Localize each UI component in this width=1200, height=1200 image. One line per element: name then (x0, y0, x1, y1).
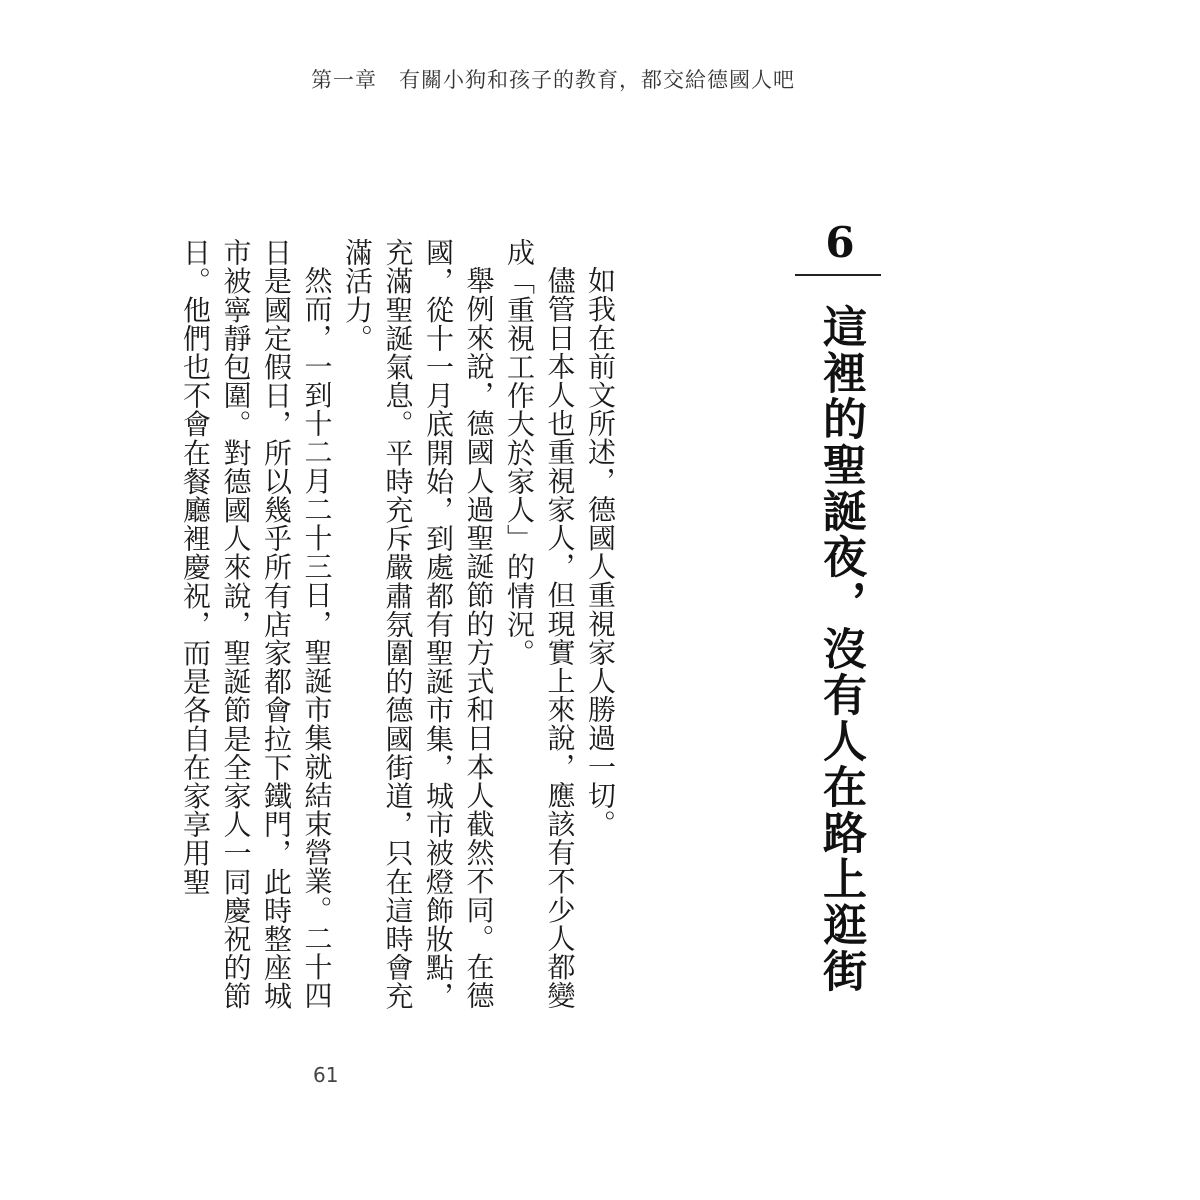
body-paragraph: 儘管日本人也重視家人，但現實上來說，應該有不少人都變成「重視工作大於家人」的情況。 (503, 238, 577, 1010)
chapter-number: 6 (825, 218, 855, 267)
body-paragraph: 然而，一到十二月二十三日，聖誕市集就結束營業。二十四日是國定假日，所以幾乎所有店家都會拉下鐵門，此時整座城市被寧靜包圍。對德國人來說，聖誕節是全家人一同慶祝的節日。他們也不會在餐廳裡慶祝，而是各自在家享用聖 (179, 238, 334, 1011)
running-header: 第一章 有關小狗和孩子的教育，都交給德國人吧 (311, 68, 795, 92)
body-text (175, 238, 621, 1028)
page-number: 61 (313, 1063, 339, 1087)
chapter-title: 這裡的聖誕夜，沒有人在路上逛街 (815, 304, 866, 994)
body-paragraph: 舉例來說，德國人過聖誕節的方式和日本人截然不同。在德國，從十一月底開始，到處都有聖誕市集，城市被燈飾妝點，充滿聖誕氣息。平時充斥嚴肅氛圍的德國街道，只在這時會充滿活力。 (341, 238, 496, 1011)
body-paragraph: 如我在前文所述，德國人重視家人勝過一切。 (584, 266, 617, 838)
chapter-divider-rule (795, 274, 881, 276)
